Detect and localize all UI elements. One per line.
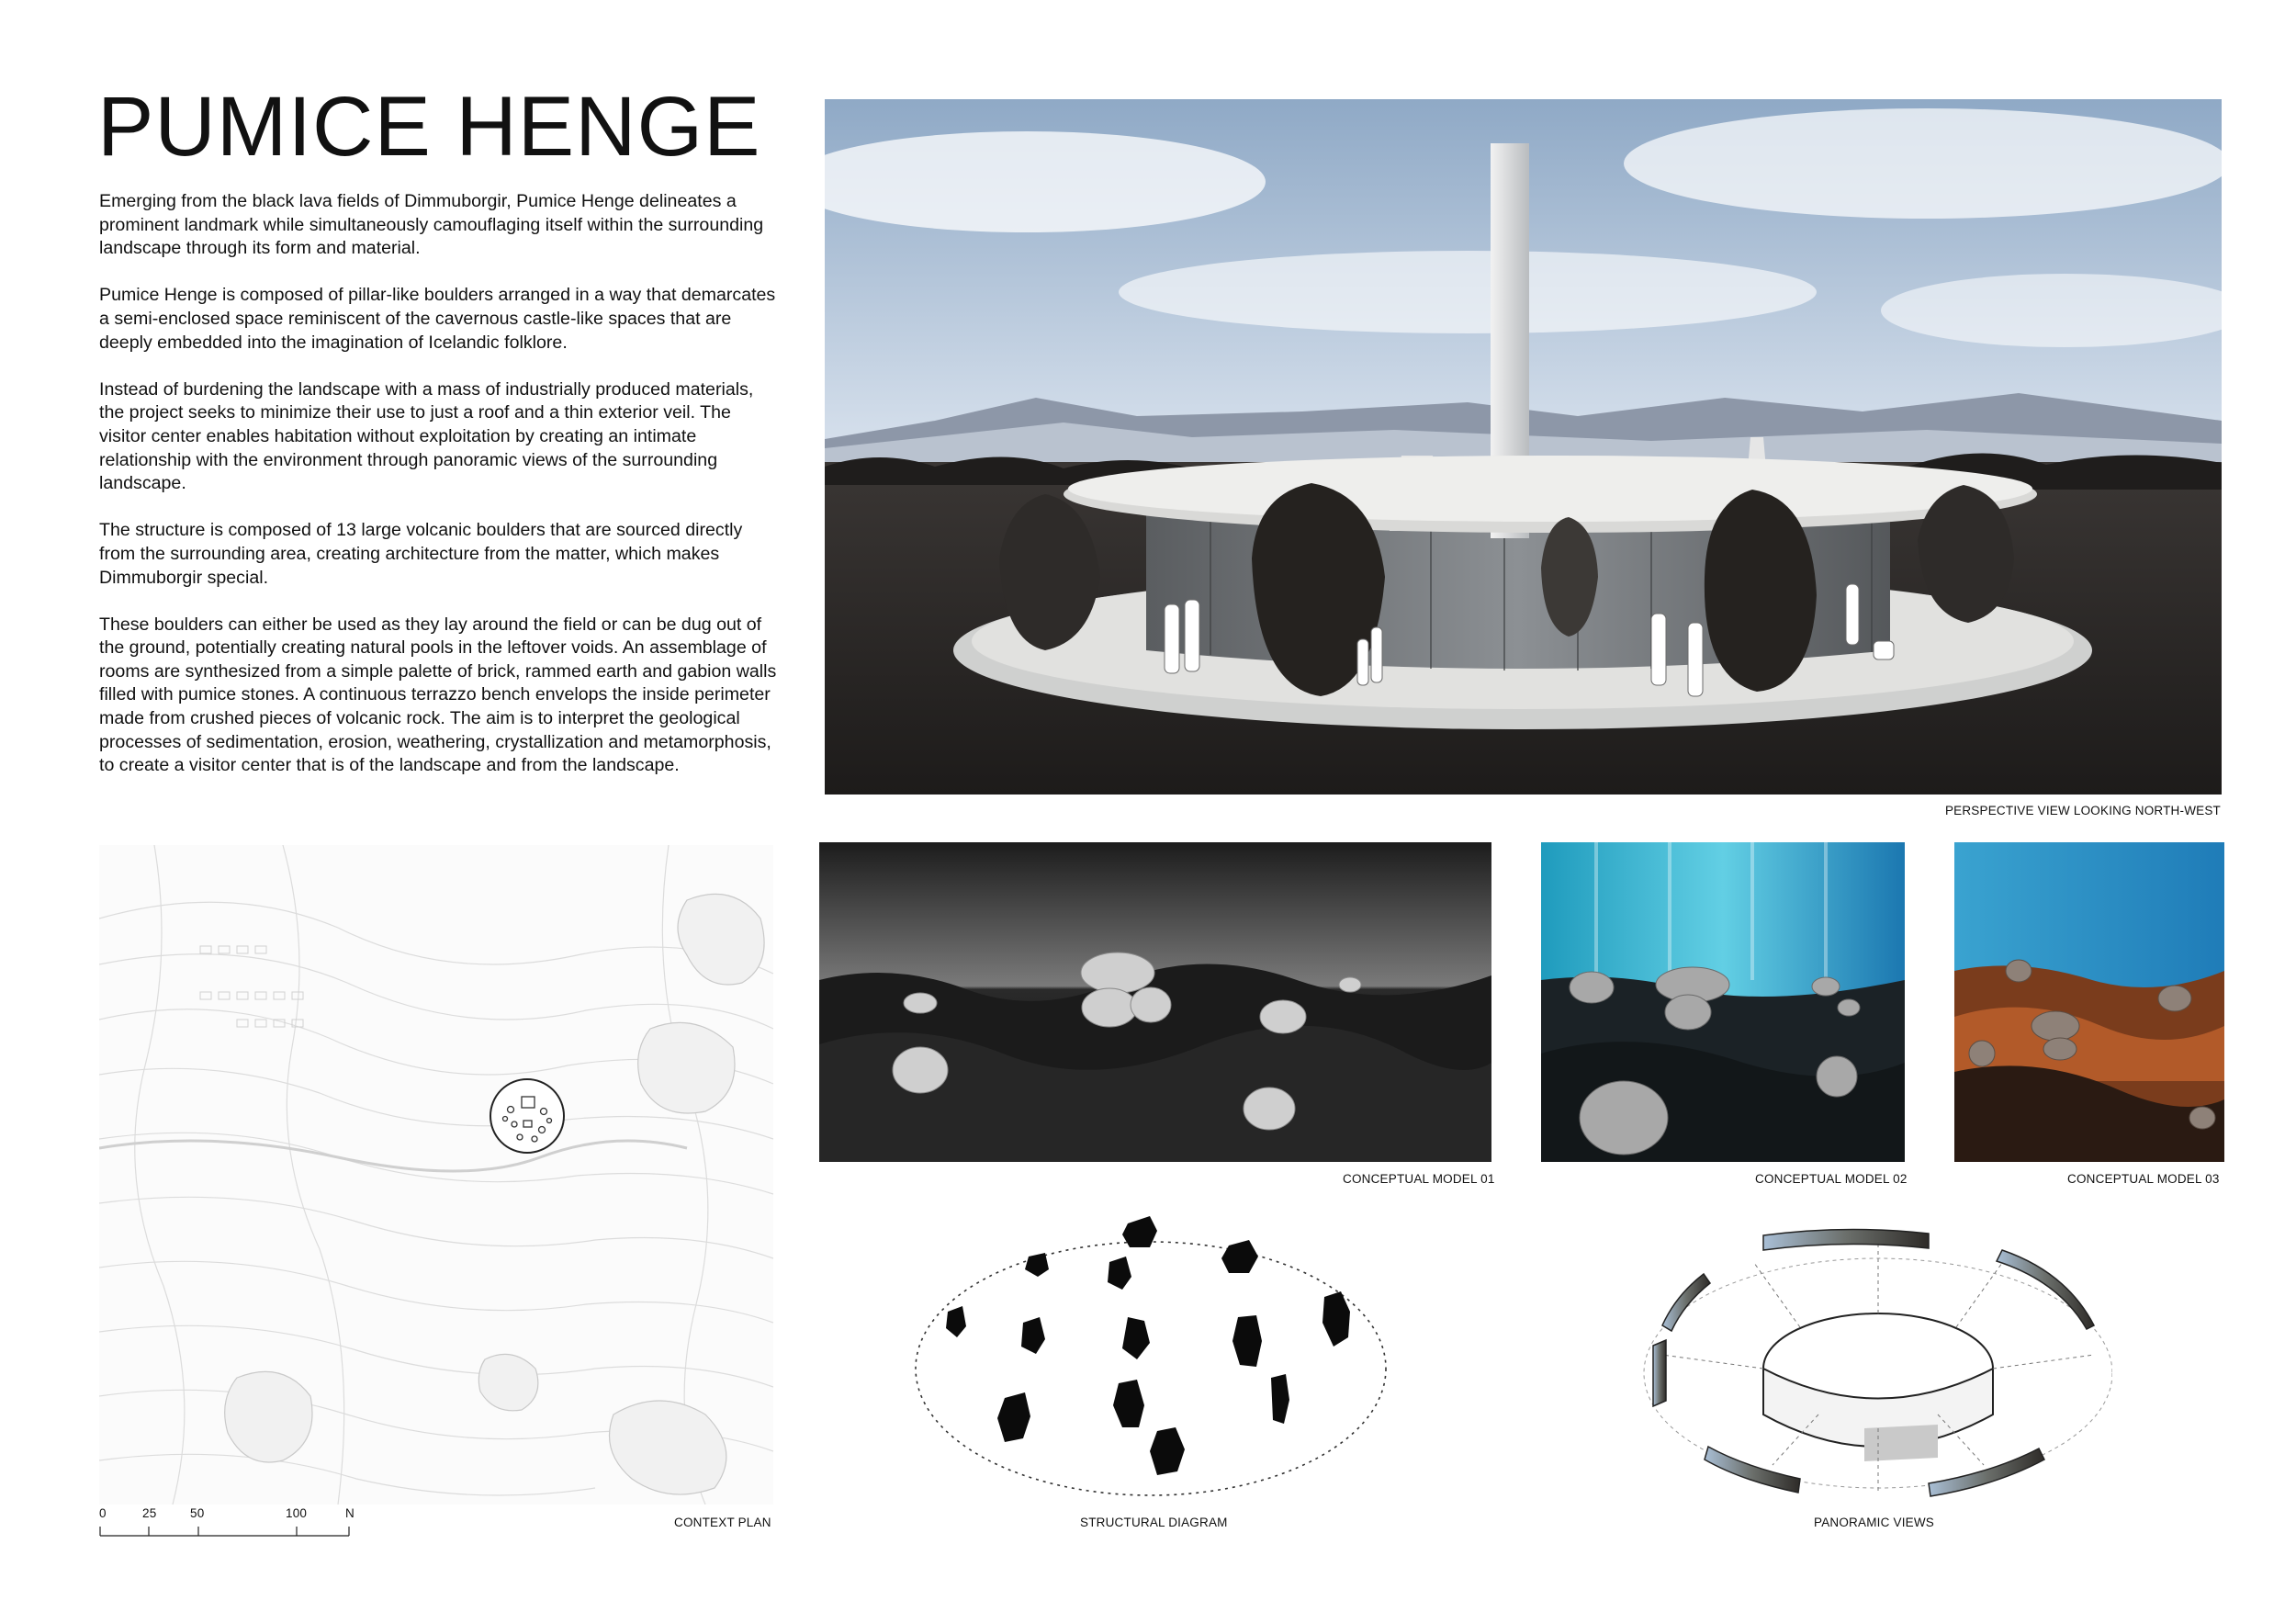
caption-panoramic: PANORAMIC VIEWS [1814, 1516, 1935, 1529]
panoramic-views-diagram [1635, 1217, 2112, 1511]
conceptual-model-02 [1541, 842, 1905, 1162]
site-marker [490, 1079, 564, 1153]
north-label: N [345, 1506, 355, 1520]
caption-model-01: CONCEPTUAL MODEL 01 [1343, 1172, 1495, 1186]
caption-model-02: CONCEPTUAL MODEL 02 [1755, 1172, 1908, 1186]
caption-context-plan: CONTEXT PLAN [674, 1516, 771, 1529]
conceptual-model-03 [1954, 842, 2224, 1162]
page-title: PUMICE HENGE [97, 80, 761, 174]
paragraph-1: Emerging from the black lava fields of Dimmuborgir, Pumice Henge delineates a prominent landmark while simultaneously camouflaging itself within the surrounding landscape through its form and material. [99, 191, 764, 259]
caption-structural: STRUCTURAL DIAGRAM [1080, 1516, 1228, 1529]
structural-diagram [909, 1203, 1396, 1516]
paragraph-5: These boulders can either be used as they lay around the field or can be dug out of the ground, potentially creating natural pools in the leftover voids. An assemblage of rooms are synthesized from a simple palette of brick, rammed earth and gabion walls filled with pumice stones. A continuous terrazzo bench envelops the inside perimeter made from crushed pieces of volcanic rock. The aim is to interpret the geological processes of sedimentation, erosion, weathering, crystallization and metamorphosis, to create a visitor center that is of the landscape and from the landscape. [99, 614, 777, 776]
scale-tick-0: 0 [99, 1506, 107, 1520]
caption-perspective: PERSPECTIVE VIEW LOOKING NORTH-WEST [1944, 804, 2221, 817]
conceptual-model-01 [819, 842, 1491, 1162]
paragraph-3: Instead of burdening the landscape with a mass of industrially produced materials, the project seeks to minimize their use to just a roof and a thin exterior veil. The visitor center enables habitation without exploitation by creating an intimate relationship with the environment through panoramic views of the surrounding landscape. [99, 378, 754, 494]
perspective-render [825, 99, 2222, 795]
context-plan [99, 845, 773, 1505]
caption-model-03: CONCEPTUAL MODEL 03 [2067, 1172, 2220, 1186]
paragraph-4: The structure is composed of 13 large volcanic boulders that are sourced directly from the surrounding area, creating architecture from the matter, which makes Dimmuborgir special. [99, 520, 743, 588]
scale-tick-100: 100 [286, 1506, 308, 1520]
scale-tick-50: 50 [190, 1506, 205, 1520]
paragraph-2: Pumice Henge is composed of pillar-like boulders arranged in a way that demarcates a semi-enclosed space reminiscent of the cavernous castle-like spaces that are deeply embedded into the imagination of Icelandic folklore. [99, 285, 776, 353]
description-text [99, 190, 779, 801]
scale-bar [99, 1506, 375, 1543]
scale-tick-25: 25 [142, 1506, 157, 1520]
